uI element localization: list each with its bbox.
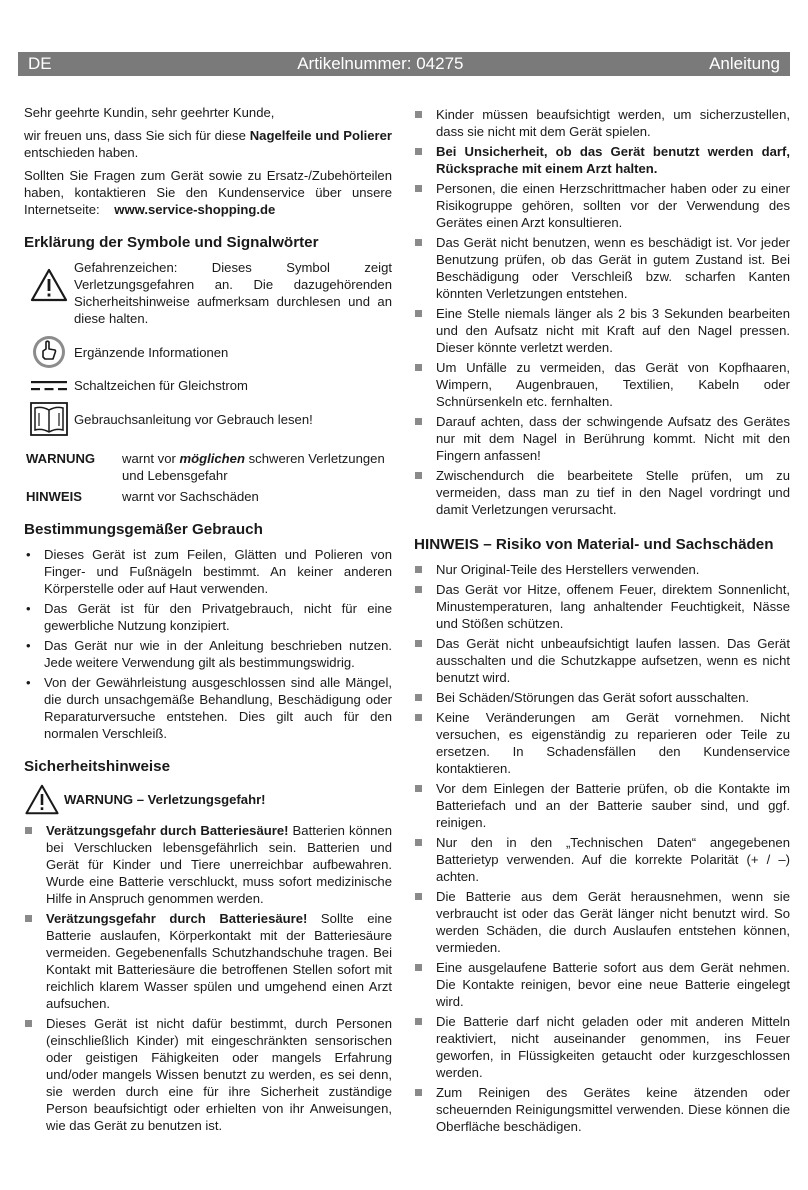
list-item: • Das Gerät ist für den Privatgebrauch, nicht für eine gewerbliche Nutzung konzipiert.: [26, 601, 392, 633]
signal-row-notice: [24, 488, 392, 505]
symbol-row-warning: [24, 259, 392, 327]
list-item: Das Gerät vor Hitze, offenem Feuer, direktem Sonnenlicht, Minustemperaturen, lang anhaltender Feuchtigkeit, Nässe und Stößen schützen.: [414, 581, 790, 632]
intended-use-list: [24, 546, 392, 742]
greeting: Sehr geehrte Kundin, sehr geehrter Kunde,: [24, 105, 275, 120]
language-code: DE: [28, 54, 52, 73]
list-item: Um Unfälle zu vermeiden, das Gerät von Kopfhaaren, Wimpern, Augenbrauen, Textilien, Kabeln oder Schnürsenkeln etc. fernhalten.: [414, 359, 790, 410]
notice-heading: HINWEIS – Risiko von Material- und Sachschäden: [414, 536, 774, 553]
list-item: Die Batterie aus dem Gerät herausnehmen, wenn sie verbraucht ist oder das Gerät länger nicht benutzt wird. So werden Schäden, die durch Auslaufen entstehen können, vermieden.: [414, 888, 790, 956]
list-item: Zwischendurch die bearbeitete Stelle prüfen, um zu vermeiden, dass man zu tief in den Nagel vordringt und damit Verletzungen verursacht.: [414, 467, 790, 518]
signal-desc: warnt vor möglichen schweren Verletzungen und Lebensgefahr: [122, 451, 385, 483]
safety-heading: Sicherheitshinweise: [24, 758, 171, 775]
list-item: Bei Unsicherheit, ob das Gerät benutzt werden darf, Rücksprache mit einem Arzt halten.: [414, 143, 790, 177]
warning-triangle-icon: [24, 783, 64, 816]
left-column: [24, 104, 392, 1137]
symbol-row-info: [24, 335, 392, 369]
symbols-heading: Erklärung der Symbole und Signalwörter: [24, 234, 319, 251]
list-item: Verätzungsgefahr durch Batteriesäure! Sollte eine Batterie auslaufen, Körperkontakt mit der Batteriesäure vermeiden. Gegebenenfalls Schutzhandschuhe tragen. Bei Kontakt mit Batteriesäure die betroffenen Stellen sofort mit reichlich klarem Wasser spülen und umgehend einen Arzt aufsuchen.: [24, 910, 392, 1012]
warning-title: WARNUNG – Verletzungsgefahr!: [24, 783, 392, 816]
warning-triangle-icon: [24, 259, 74, 303]
list-item: • Von der Gewährleistung ausgeschlossen sind alle Mängel, die durch unsachgemäße Behandlung, Beschädigung oder Reparaturversuche entstehen. Dies gilt auch für den normalen Verschleiß.: [26, 675, 392, 741]
list-item: • Das Gerät nur wie in der Anleitung beschrieben nutzen. Jede weitere Verwendung gilt als bestimmungswidrig.: [26, 638, 392, 670]
list-item: • Dieses Gerät ist zum Feilen, Glätten und Polieren von Finger- und Fußnägeln bestimmt. An keiner anderen Körperstelle oder auf Haut verwenden.: [26, 547, 392, 596]
list-item: Das Gerät nicht unbeaufsichtigt laufen lassen. Das Gerät ausschalten und die Schutzkappe aufsetzen, wenn es nicht benutzt wird.: [414, 635, 790, 686]
website-link[interactable]: www.service-shopping.de: [114, 202, 276, 217]
symbol-text: Ergänzende Informationen: [74, 344, 229, 360]
list-item: Personen, die einen Herzschrittmacher haben oder zu einer Risikogruppe gehören, sollten vor der Verwendung des Gerätes einen Arzt konsultieren.: [414, 180, 790, 231]
intro-paragraph: wir freuen uns, dass Sie sich für diese Nagelfeile und Polierer entschieden haben.: [24, 128, 392, 160]
symbol-text: Gebrauchsanleitung vor Gebrauch lesen!: [74, 411, 313, 427]
contact-paragraph: Sollten Sie Fragen zum Gerät sowie zu Ersatz-/Zubehörteilen haben, kontaktieren Sie den Kundenservice über unsere Internetseite: www.service-shopping.de: [24, 168, 392, 217]
signal-row-warning: [24, 450, 392, 484]
safety-list-left: [24, 822, 392, 1134]
list-item: Bei Schäden/Störungen das Gerät sofort ausschalten.: [414, 689, 790, 706]
manual-book-icon: [24, 402, 74, 436]
signal-term: WARNUNG: [26, 451, 96, 466]
info-hand-icon: [24, 335, 74, 369]
list-item: Eine Stelle niemals länger als 2 bis 3 Sekunden bearbeiten und den Aufsatz nicht mit Kraft auf den Nagel pressen. Dieser könnte verletzt werden.: [414, 305, 790, 356]
product-name: Nagelfeile und Polierer: [249, 128, 392, 143]
list-item: Nur den in den „Technischen Daten“ angegebenen Batterietyp verwenden. Auf die korrekte Polarität (+ / –) achten.: [414, 834, 790, 885]
symbol-text: Gefahrenzeichen: Dieses Symbol zeigt Verletzungsgefahren an. Die dazugehörenden Sicherheitshinweise aufmerksam durchlesen und an diese halten.: [74, 260, 392, 326]
symbol-row-dc: [24, 377, 392, 394]
list-item: Vor dem Einlegen der Batterie prüfen, ob die Kontakte im Batteriefach und an der Batterie sauber sind, und ggf. reinigen.: [414, 780, 790, 831]
article-number: Artikelnummer: 04275: [297, 54, 464, 73]
document-type: Anleitung: [709, 54, 780, 73]
list-item: Kinder müssen beaufsichtigt werden, um sicherzustellen, dass sie nicht mit dem Gerät spielen.: [414, 106, 790, 140]
safety-list-right: [414, 106, 790, 518]
header-bar: [18, 52, 790, 76]
list-item: Zum Reinigen des Gerätes keine ätzenden oder scheuernden Reinigungsmittel verwenden. Diese können die Oberfläche beschädigen.: [414, 1084, 790, 1135]
list-item: Nur Original-Teile des Herstellers verwenden.: [414, 561, 790, 578]
list-item: Keine Veränderungen am Gerät vornehmen. Nicht versuchen, es eigenständig zu reparieren oder Teile zu ersetzen. In Schadensfällen den Kundenservice kontaktieren.: [414, 709, 790, 777]
list-item: Die Batterie darf nicht geladen oder mit anderen Mitteln reaktiviert, nicht auseinander genommen, ins Feuer geworfen, in Flüssigkeiten getaucht oder kurzgeschlossen werden.: [414, 1013, 790, 1081]
notice-list: [414, 561, 790, 1135]
signal-desc: warnt vor Sachschäden: [122, 489, 259, 504]
symbol-text: Schaltzeichen für Gleichstrom: [74, 378, 248, 393]
symbol-row-manual: [24, 402, 392, 436]
right-column: [414, 106, 790, 1138]
dc-symbol-icon: [24, 379, 74, 393]
signal-term: HINWEIS: [26, 489, 83, 504]
list-item: Eine ausgelaufene Batterie sofort aus dem Gerät nehmen. Die Kontakte reinigen, bevor eine neue Batterie eingelegt wird.: [414, 959, 790, 1010]
list-item: Dieses Gerät ist nicht dafür bestimmt, durch Personen (einschließlich Kinder) mit eingeschränkten sensorischen oder geistigen Fähigkeiten oder mangels Erfahrung und/oder mangels Wissen benutzt zu werden, es sei denn, sie werden durch eine für ihre Sicherheit zuständige Person beaufsichtigt oder erhielten von ihr Anweisungen, wie das Gerät zu benutzen ist.: [24, 1015, 392, 1134]
list-item: Verätzungsgefahr durch Batteriesäure! Batterien können bei Verschlucken lebensgefährlich sein. Batterien und Gerät für Kinder und Tiere unerreichbar aufbewahren. Wurde eine Batterie verschluckt, muss sofort medizinische Hilfe in Anspruch genommen werden.: [24, 822, 392, 907]
intended-use-heading: Bestimmungsgemäßer Gebrauch: [24, 521, 263, 538]
list-item: Darauf achten, dass der schwingende Aufsatz des Gerätes nur mit dem Nagel in Berührung kommt. Nicht mit den Fingern anfassen!: [414, 413, 790, 464]
list-item: Das Gerät nicht benutzen, wenn es beschädigt ist. Vor jeder Benutzung prüfen, ob das Gerät in gutem Zustand ist. Bei Beschädigung oder Verschleiß bzw. scharfen Kanten könnten Verletzungen entstehen.: [414, 234, 790, 302]
